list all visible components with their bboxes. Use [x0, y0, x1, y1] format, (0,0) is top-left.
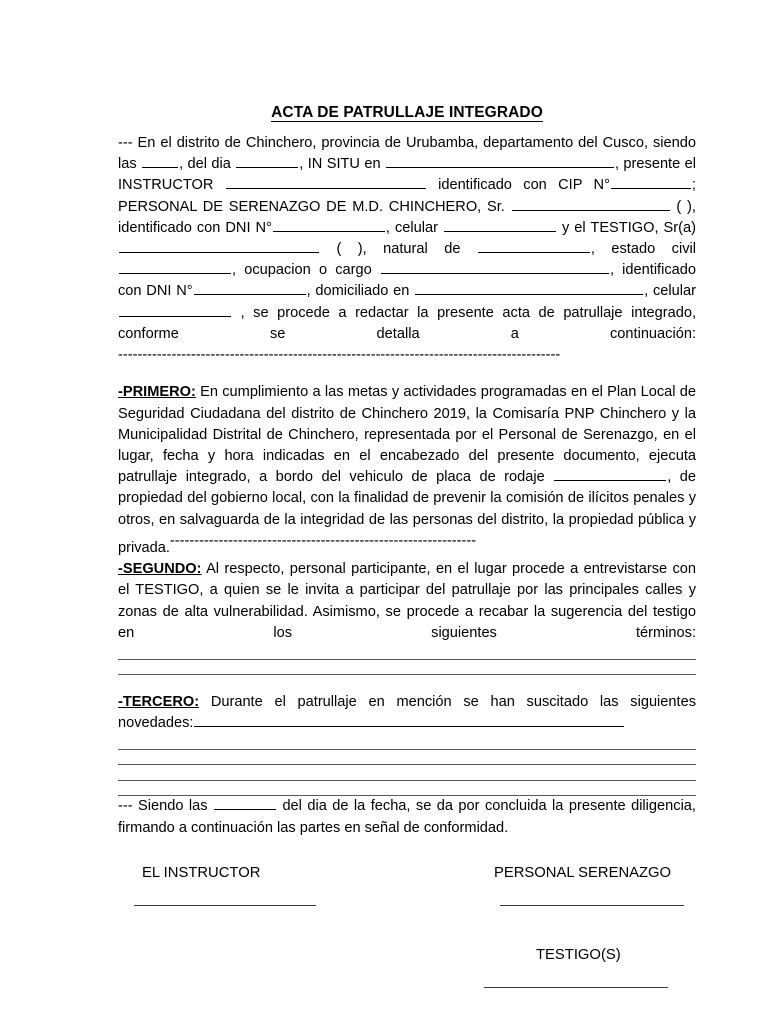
- clause-tercero-blank-lines: [118, 749, 696, 797]
- signature-line-serenazgo[interactable]: [500, 905, 684, 906]
- document-body: [118, 104, 696, 1024]
- preamble-text-8: ( ), identificado con DNI N°: [118, 198, 696, 236]
- clause-primero-text-a: En cumplimiento a las metas y actividades programadas en el Plan Local de Seguridad Ciudadana del distrito de Chinchero 2019, la Comisaría PNP Chinchero y la Municipalidad Distrital de Chinchero, representada por el Personal de Serenazgo, en el lugar, fecha y hora indicadas en el encabezado del presente documento, ejecuta patrullaje integrado, a bordo del vehiculo de placa de rodaje: [118, 384, 696, 486]
- closing-text-a: --- Siendo las: [118, 798, 208, 815]
- preamble-text-4: , presente el INSTRUCTOR: [118, 156, 696, 194]
- preamble-text-7: PERSONAL DE SERENAZGO DE M.D. CHINCHERO, Sr.: [118, 198, 505, 215]
- blank-testigo-nombre[interactable]: [119, 239, 319, 253]
- blank-testigo-dni[interactable]: [194, 281, 306, 295]
- preamble-text-14: , identificado con DNI N°: [118, 262, 696, 300]
- signature-line-testigo-1[interactable]: [484, 987, 668, 988]
- blank-serenazgo-dni[interactable]: [273, 218, 385, 232]
- blank-novedades-inline[interactable]: [194, 713, 624, 727]
- page-title-text: ACTA DE PATRULLAJE INTEGRADO: [271, 104, 543, 121]
- signature-area: [118, 865, 696, 1024]
- blank-line[interactable]: [118, 749, 696, 750]
- clause-segundo-label: -SEGUNDO:: [118, 561, 202, 578]
- signature-label-instructor: EL INSTRUCTOR: [142, 864, 261, 881]
- clause-segundo-blank-lines: [118, 659, 696, 676]
- blank-line[interactable]: [118, 659, 696, 660]
- preamble-text-16: , celular: [644, 283, 696, 300]
- blank-serenazgo-celular[interactable]: [444, 218, 556, 232]
- preamble-paragraph: [118, 133, 696, 197]
- blank-instructor-nombre[interactable]: [226, 175, 426, 189]
- blank-line[interactable]: [118, 764, 696, 765]
- preamble-text-13: , ocupacion o cargo: [232, 262, 372, 279]
- preamble-text-5: identificado con CIP N°: [438, 177, 610, 194]
- clause-tercero-text: Durante el patrullaje en mención se han suscitado las siguientes novedades:: [118, 694, 697, 732]
- preamble-text-2: , del dia: [179, 156, 231, 173]
- blank-dia[interactable]: [236, 154, 298, 168]
- blank-estado-civil[interactable]: [119, 260, 231, 274]
- preamble-text-17: , se procede a redactar la presente acta de patrullaje integrado, conforme se detalla a continuación:: [118, 304, 696, 342]
- signature-line-instructor[interactable]: [134, 905, 316, 906]
- clause-tercero: [118, 692, 696, 734]
- clause-segundo: [118, 559, 696, 644]
- preamble-text-9: , celular: [385, 219, 438, 236]
- blank-testigo-natural-de[interactable]: [478, 239, 590, 253]
- dash-filler-primero: ---------------------------------------------------------------: [169, 532, 477, 549]
- clause-primero-text-b: , de propiedad del gobierno local, con la finalidad de prevenir la comisión de ilícitos penales y otros, en salvaguarda de la integridad de las personas del distrito, la propiedad pública y privada.: [118, 469, 697, 557]
- clause-primero: [118, 382, 696, 559]
- page-title: [118, 104, 696, 122]
- blank-hora[interactable]: [142, 154, 178, 168]
- blank-lugar-in-situ[interactable]: [386, 154, 614, 168]
- blank-hora-final[interactable]: [214, 796, 276, 810]
- preamble-text-11: ( ), natural de: [336, 241, 461, 258]
- blank-line[interactable]: [118, 780, 696, 781]
- signature-label-testigos: TESTIGO(S): [536, 946, 621, 963]
- clause-primero-label: -PRIMERO:: [118, 384, 196, 401]
- preamble-text-3: , IN SITU en: [299, 156, 381, 173]
- closing-text-b: del dia de la fecha, se da por concluida la presente diligencia, firmando a continuación las partes en señal de conformidad.: [118, 798, 696, 836]
- blank-domicilio[interactable]: [415, 281, 643, 295]
- blank-serenazgo-nombre[interactable]: [512, 197, 670, 211]
- blank-testigo-celular[interactable]: [119, 303, 231, 317]
- clause-tercero-label: -TERCERO:: [118, 694, 200, 711]
- dash-filler-preamble: -------------------------------------------------------------------------------------------: [118, 347, 561, 364]
- blank-line[interactable]: [118, 674, 696, 675]
- blank-ocupacion-cargo[interactable]: [381, 260, 609, 274]
- closing-paragraph: [118, 796, 696, 838]
- preamble-text-12: , estado civil: [590, 241, 696, 258]
- preamble-text-6: ;: [691, 177, 696, 194]
- preamble-text-15: , domiciliado en: [306, 283, 410, 300]
- preamble-paragraph-3: [118, 239, 696, 373]
- blank-placa-rodaje[interactable]: [554, 467, 666, 481]
- signature-label-serenazgo: PERSONAL SERENAZGO: [494, 864, 672, 881]
- preamble-text-10: y el TESTIGO, Sr(a): [562, 219, 696, 236]
- preamble-paragraph-2: [118, 197, 696, 239]
- clause-segundo-text: Al respecto, personal participante, en el lugar procede a entrevistarse con el TESTIGO, a quien se le invita a participar del patrullaje por las principales calles y zonas de alta vulnerabilidad. Asimismo, se procede a recabar la sugerencia del testigo en los siguientes términos:: [118, 561, 696, 641]
- preamble-text-1: --- En el distrito de Chinchero, provincia de Urubamba, departamento del Cusco, siendo las: [118, 135, 696, 173]
- blank-cip[interactable]: [611, 175, 691, 189]
